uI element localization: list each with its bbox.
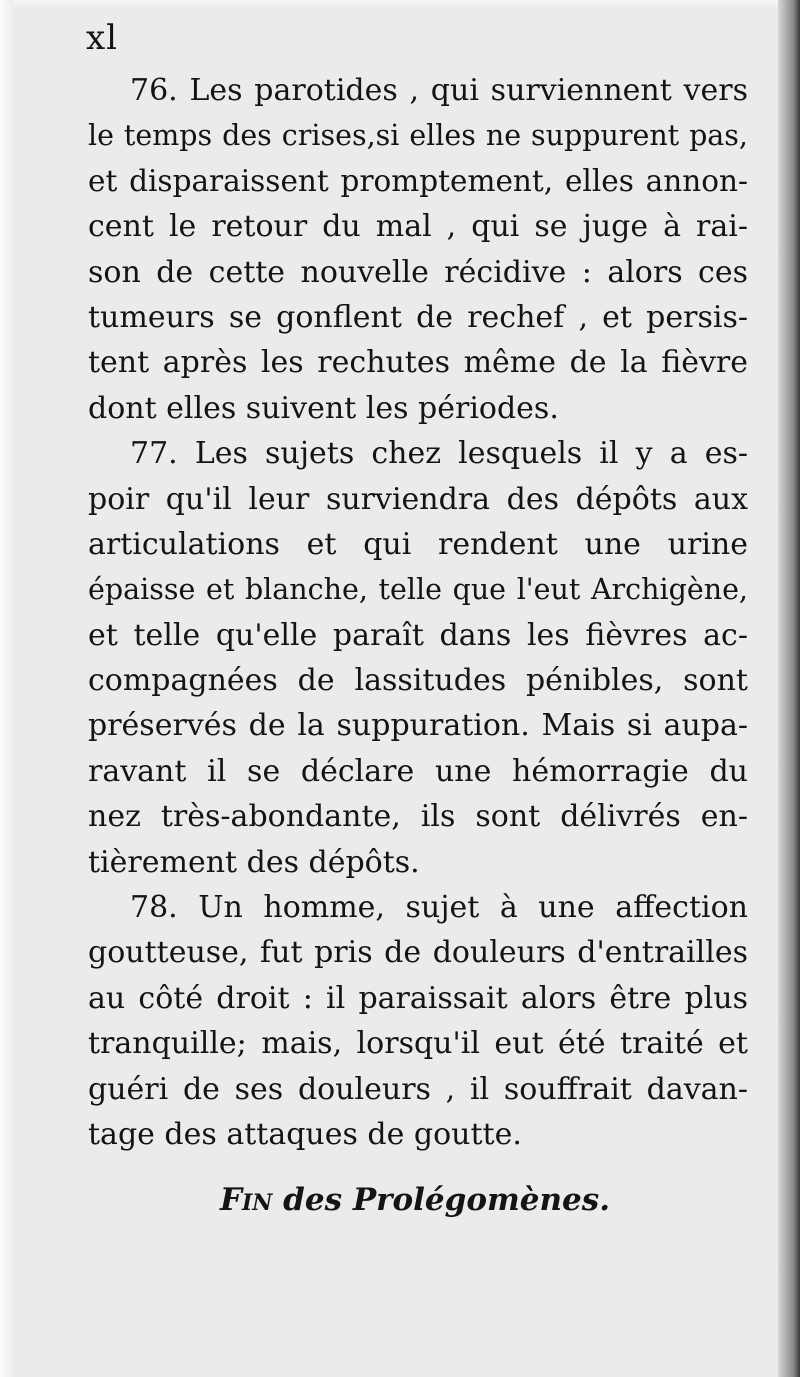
text-line: articulations et qui rendent une urine: [88, 526, 748, 562]
text-line: guéri de ses douleurs , il souffrait davan-: [88, 1071, 748, 1107]
text-line: au côté droit : il paraissait alors être plus: [88, 980, 748, 1016]
page-binding-shadow: [778, 0, 800, 1377]
closing-first-word: Fin: [219, 1182, 273, 1218]
paragraph-78: [88, 885, 748, 1157]
closing-rest: des Prolégomènes.: [272, 1182, 611, 1218]
text-line: tage des attaques de goutte.: [88, 1116, 522, 1152]
text-line: tumeurs se gonflent de rechef , et persis-: [88, 299, 748, 335]
text-line: tranquille; mais, lorsqu'il eut été traité et: [88, 1026, 748, 1062]
text-line: nez très-abondante, ils sont délivrés en-: [88, 799, 748, 835]
text-line: 77. Les sujets chez lesquels il y a es-: [130, 436, 748, 472]
page-number: xl: [86, 18, 119, 58]
text-line: poir qu'il leur surviendra des dépôts aux: [88, 481, 748, 517]
text-line: cent le retour du mal , qui se juge à rai-: [88, 209, 748, 245]
text-line: 76. Les parotides , qui surviennent vers: [130, 73, 748, 108]
text-line: le temps des crises,si elles ne suppurent pas,: [88, 119, 748, 153]
text-line: et disparaissent promptement, elles annon-: [88, 163, 748, 198]
text-line: préservés de la suppuration. Mais si aupa-: [88, 708, 748, 744]
text-line: goutteuse, fut pris de douleurs d'entrailles: [88, 935, 748, 971]
text-line: 78. Un homme, sujet à une affection: [130, 890, 748, 926]
text-line: et telle qu'elle paraît dans les fièvres ac-: [88, 617, 748, 653]
closing-heading: [0, 1182, 800, 1218]
text-line: ravant il se déclare une hémorragie du: [88, 753, 748, 789]
text-line: compagnées de lassitudes pénibles, sont: [88, 663, 748, 699]
paragraph-77: [88, 431, 748, 885]
text-line: dont elles suivent les périodes.: [88, 390, 559, 426]
text-line: son de cette nouvelle récidive : alors ces: [88, 254, 748, 290]
page-left-edge: [0, 0, 14, 1377]
body-text: [88, 68, 748, 1157]
text-line: tièrement des dépôts.: [88, 844, 420, 880]
text-line: épaisse et blanche, telle que l'eut Archigène,: [88, 573, 748, 607]
paragraph-76: [88, 68, 748, 431]
text-line: tent après les rechutes même de la fièvre: [88, 345, 748, 381]
page-top-edge: [0, 0, 800, 12]
